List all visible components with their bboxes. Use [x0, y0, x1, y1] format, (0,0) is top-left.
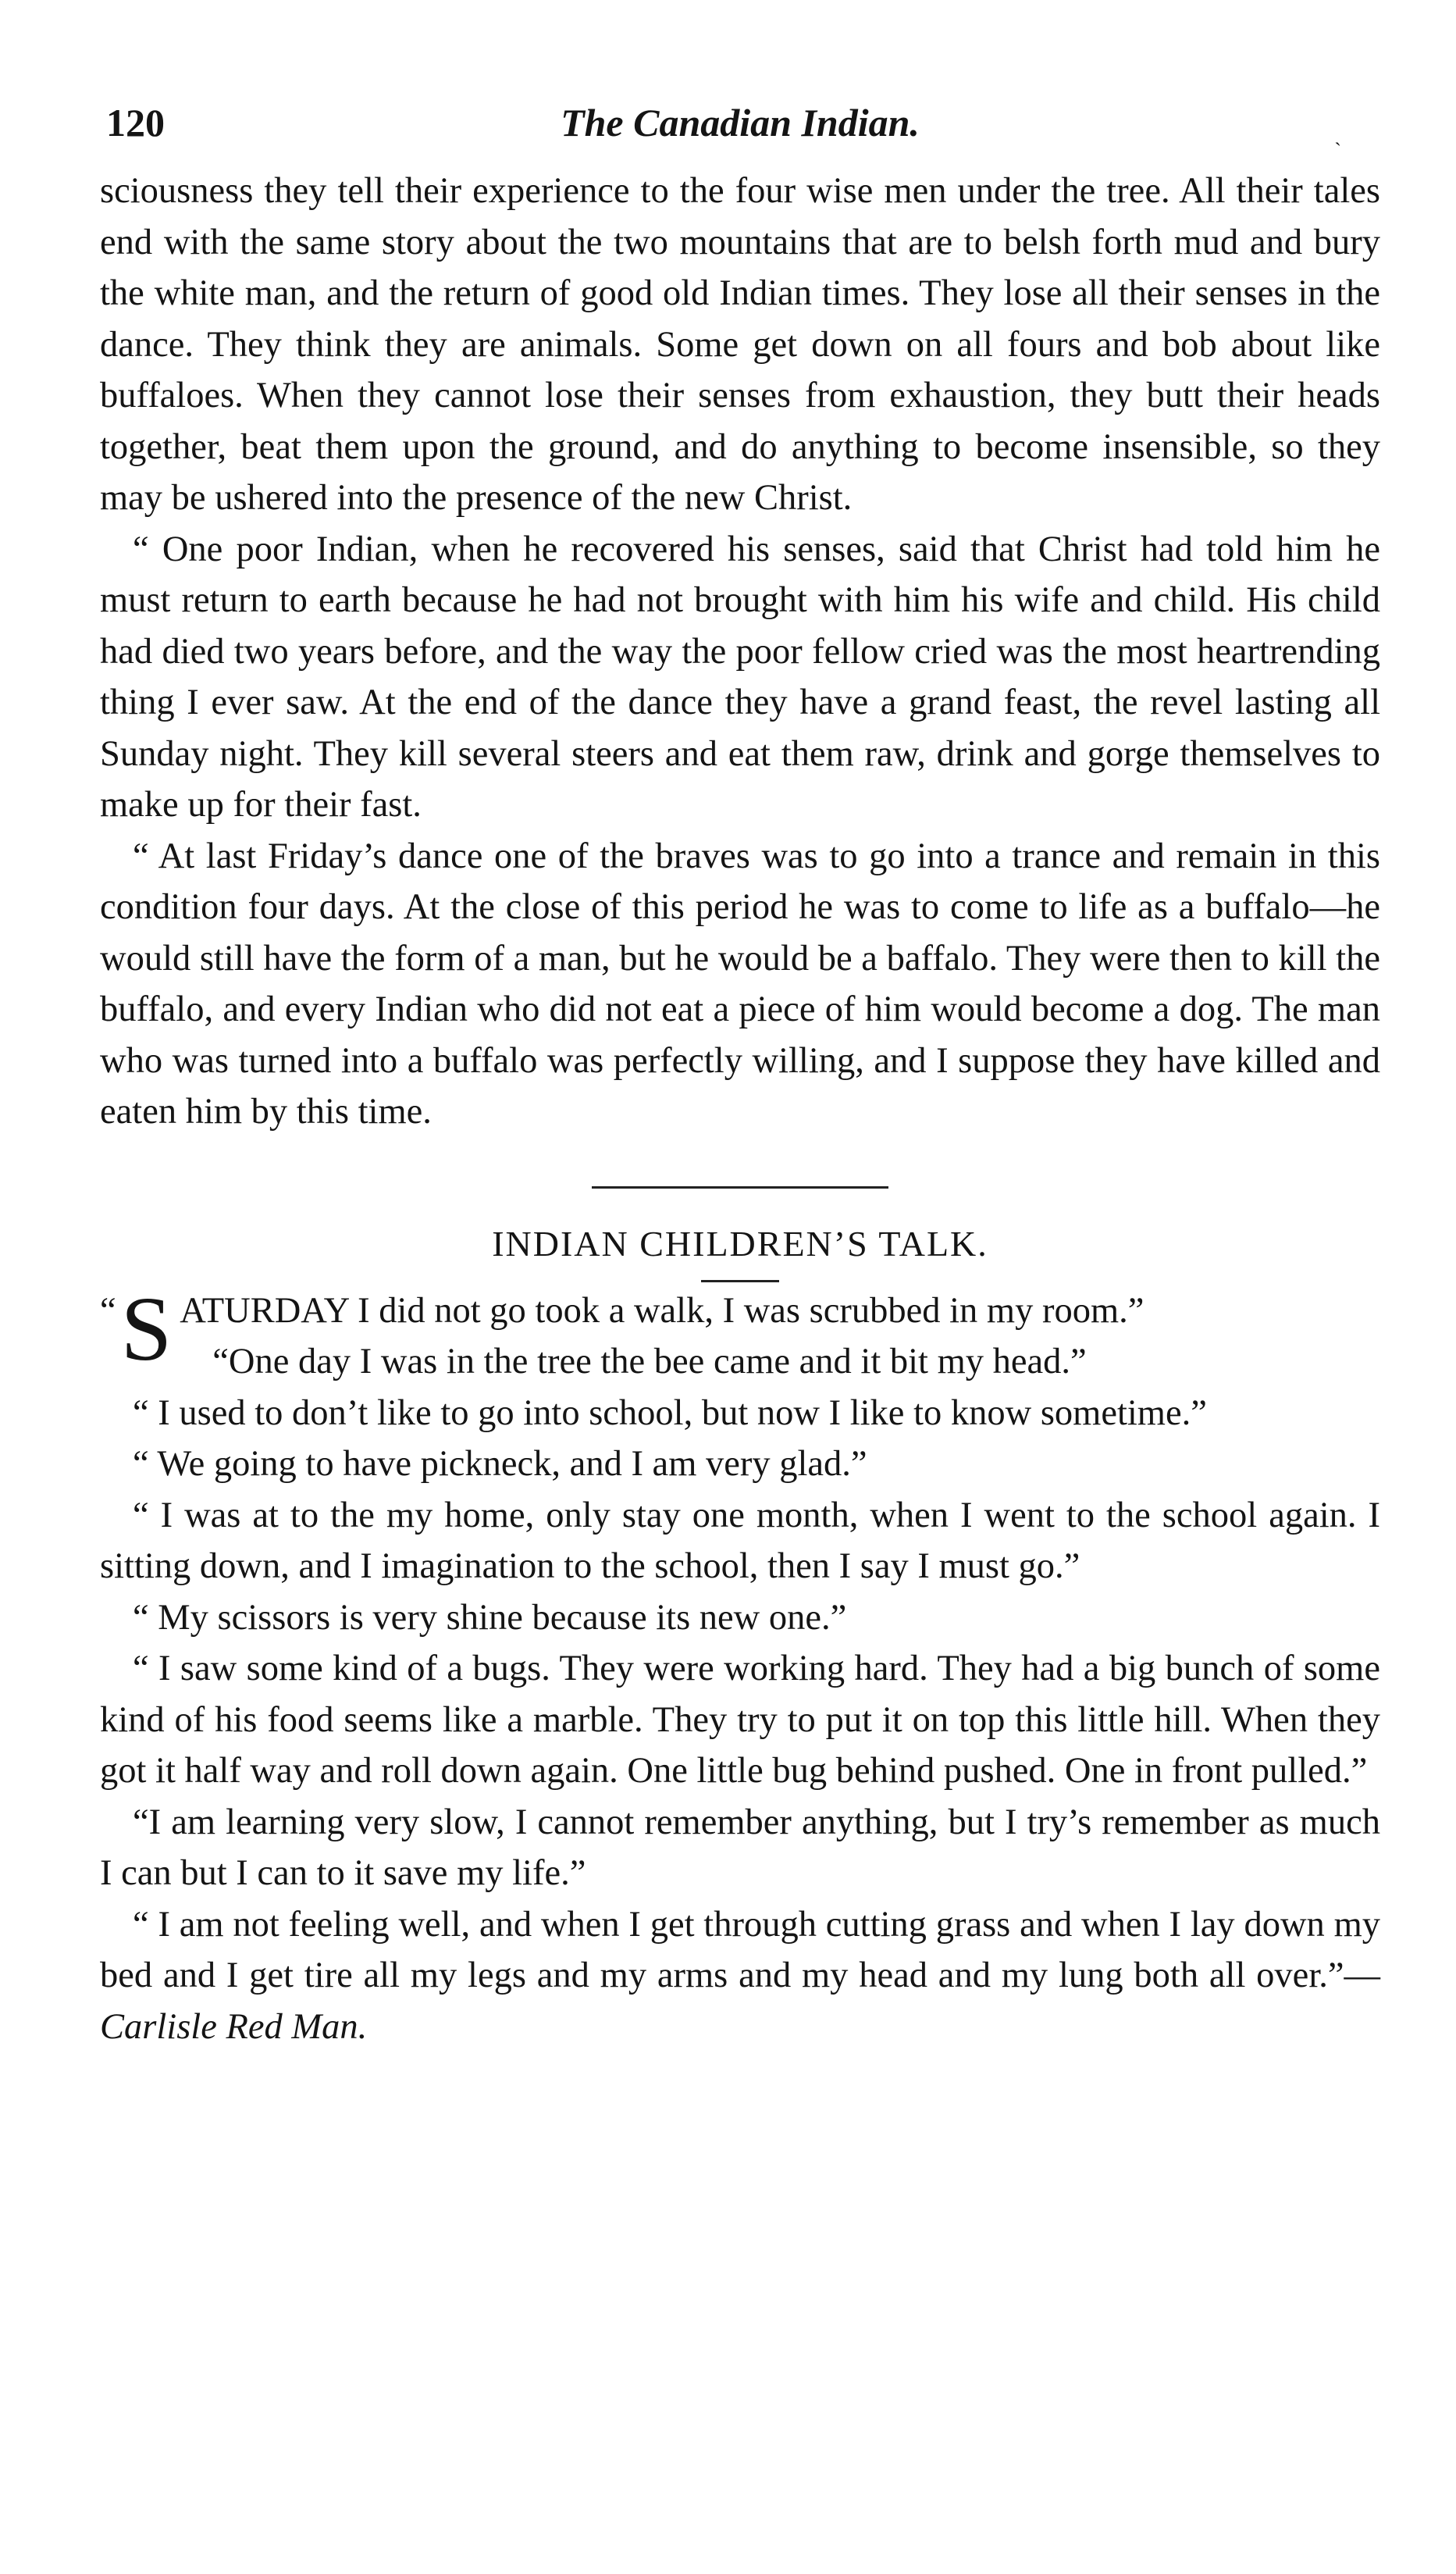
final-quote-text: “ I am not feeling well, and when I get through cutting grass and when I lay down my bed and I get tire all my legs and my arms and my head and my lung both all over.”— [100, 1904, 1380, 1995]
quote-paragraph: “One day I was in the tree the bee came and it bit my head.” [212, 1342, 1087, 1381]
section-divider [592, 1186, 888, 1189]
header-mark: ˏ [1334, 123, 1341, 146]
paragraph: “ At last Friday’s dance one of the braves was to go into a trance and remain in this condition four days. At the close of this period he was to come to life as a buffalo—he would still have the form of a man, but he would be a baffalo. They were then to kill the buffalo, and every Indian who did not eat a piece of him would become a dog. The man who was turned into a buffalo was perfectly willing, and I suppose they have killed and eaten him by this time. [100, 836, 1380, 1132]
children-talk-section [100, 1277, 1380, 2053]
quote-paragraph: “I am learning very slow, I cannot remember anything, but I try’s remember as much I can but I can to it save my life.” [100, 1802, 1380, 1893]
running-title: The Canadian Indian. [561, 101, 920, 144]
drop-cap: S [120, 1277, 173, 1380]
page-number: 120 [106, 101, 165, 144]
paragraph: “ One poor Indian, when he recovered his senses, said that Christ had told him he must return to earth because he had not brought with him his wife and child. His child had died two years before, and the way the poor fellow cried was the most heartrending thing I ever saw. At the end of the dance they have a grand feast, the revel lasting all Sunday night. They kill several steers and eat them raw, drink and gorge themselves to make up for their fast. [100, 529, 1380, 825]
quote-paragraph: “ We going to have pickneck, and I am very glad.” [133, 1444, 867, 1484]
heading-underline [701, 1280, 779, 1282]
quote-paragraph: “ I saw some kind of a bugs. They were working hard. They had a big bunch of some kind of his food seems like a marble. They try to put it on top this little hill. When they got it half way and roll down again. One little bug behind pushed. One in front pulled.” [100, 1649, 1380, 1791]
source-attribution: Carlisle Red Man. [100, 2006, 368, 2047]
final-quote-paragraph [100, 1899, 1380, 2053]
article-continuation [100, 166, 1380, 1138]
book-page [100, 92, 1380, 2052]
paragraph: sciousness they tell their experience to the four wise men under the tree. All their tales end with the same story about the two mountains that are to belsh forth mud and bury the white man, and the return of good old Indian times. They lose all their senses in the dance. They think they are animals. Some get down on all fours and bob about like buffaloes. When they cannot lose their senses from exhaustion, they butt their heads together, beat them upon the ground, and do anything to become insensible, so they may be ushered into the presence of the new Christ. [100, 171, 1380, 518]
page-header [100, 92, 1380, 155]
quote-paragraph: “ I was at to the my home, only stay one month, when I went to the school again. I sitting down, and I imagination to the school, then I say I must go.” [100, 1495, 1380, 1586]
quote-paragraph: “ My scissors is very shine because its new one.” [133, 1597, 847, 1638]
opening-quote-mark: “ [100, 1290, 116, 1331]
section-heading: INDIAN CHILDREN’S TALK. [492, 1223, 988, 1264]
opening-quote-text: ATURDAY I did not go took a walk, I was scrubbed in my room.” [180, 1290, 1145, 1331]
quote-paragraph: “ I used to don’t like to go into school, but now I like to know sometime.” [133, 1392, 1207, 1433]
